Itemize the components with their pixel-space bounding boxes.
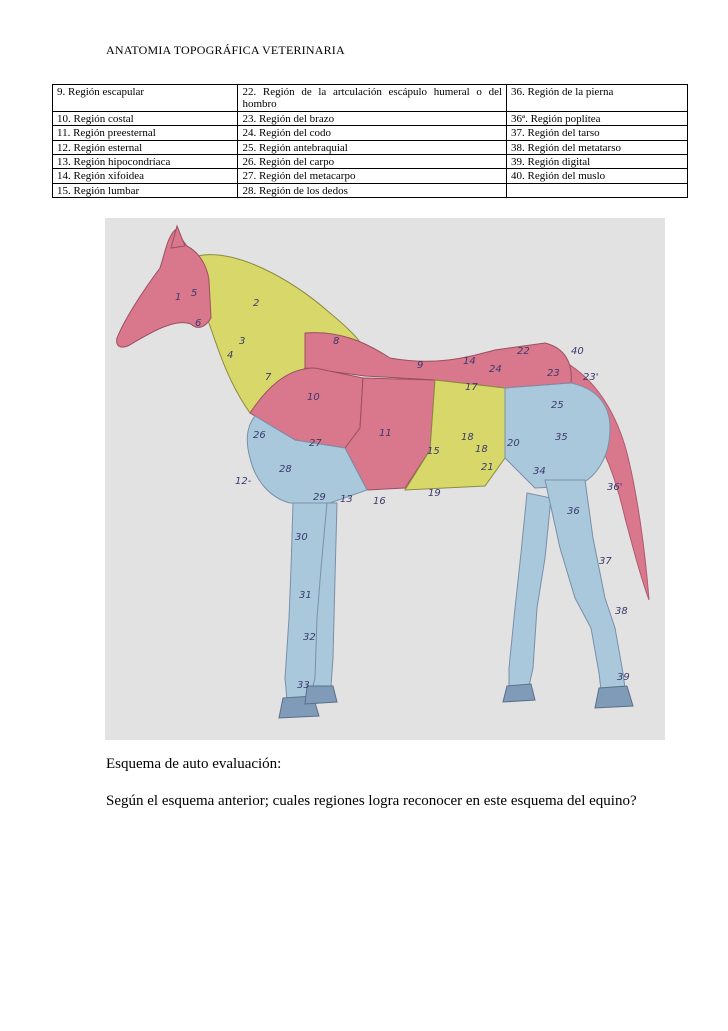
page-header: ANATOMIA TOPOGRÁFICA VETERINARIA — [106, 43, 345, 57]
region-label: 16 — [373, 496, 386, 507]
table-cell: 12. Región esternal — [53, 140, 238, 154]
table-cell: 38. Región del metatarso — [507, 140, 688, 154]
table-cell: 22. Región de la artculación escápulo humeral o del hombro — [238, 85, 507, 112]
table-cell: 36ª. Región poplítea — [507, 111, 688, 125]
region-label: 29 — [313, 492, 326, 503]
region-label: 15 — [427, 446, 440, 457]
region-label: 9 — [417, 360, 424, 371]
region-label: 30 — [295, 532, 308, 543]
region-label: 25 — [551, 400, 564, 411]
region-label: 38 — [615, 606, 628, 617]
self-evaluation-caption: Esquema de auto evaluación: — [106, 756, 282, 772]
region-label: 10 — [307, 392, 320, 403]
region-label: 21 — [481, 462, 494, 473]
table-row — [53, 111, 688, 125]
region-label: 13 — [340, 494, 353, 505]
table-cell: 26. Región del carpo — [238, 155, 507, 169]
region-label: 37 — [599, 556, 612, 567]
region-label: 14 — [463, 356, 476, 367]
table-cell: 24. Región del codo — [238, 126, 507, 140]
table-cell: 14. Región xifoidea — [53, 169, 238, 183]
region-label: 26 — [253, 430, 266, 441]
far-hind-hoof — [503, 684, 535, 702]
table-row — [53, 155, 688, 169]
region-label: 39 — [617, 672, 630, 683]
near-hind-hoof — [595, 686, 633, 708]
table-cell: 25. Región antebraquial — [238, 140, 507, 154]
far-fore-hoof — [305, 686, 337, 704]
region-label: 1 — [175, 292, 182, 303]
table-cell: 27. Región del metacarpo — [238, 169, 507, 183]
region-label: 24 — [489, 364, 502, 375]
region-label: 19 — [428, 488, 441, 499]
region-label: 28 — [279, 464, 292, 475]
region-label: 18 — [461, 432, 474, 443]
table-cell: 11. Región preesternal — [53, 126, 238, 140]
table-cell: 40. Región del muslo — [507, 169, 688, 183]
table-cell: 13. Región hipocondríaca — [53, 155, 238, 169]
table-row — [53, 183, 688, 197]
region-label: 12- — [235, 476, 252, 487]
region-label: 32 — [303, 632, 316, 643]
table-cell: 28. Región de los dedos — [238, 183, 507, 197]
table-cell: 37. Región del tarso — [507, 126, 688, 140]
region-label: 40 — [571, 346, 584, 357]
table-cell: 10. Región costal — [53, 111, 238, 125]
table-cell — [507, 183, 688, 197]
region-label: 11 — [379, 428, 392, 439]
region-label: 3 — [239, 336, 246, 347]
region-label: 8 — [333, 336, 340, 347]
region-label: 36 — [567, 506, 580, 517]
region-label: 20 — [507, 438, 520, 449]
table-row — [53, 126, 688, 140]
region-label: 33 — [297, 680, 310, 691]
region-label: 27 — [309, 438, 322, 449]
region-label: 2 — [253, 298, 260, 309]
table-cell: 36. Región de la pierna — [507, 85, 688, 112]
region-label: 5 — [191, 288, 198, 299]
table-cell: 9. Región escapular — [53, 85, 238, 112]
table-cell: 39. Región digital — [507, 155, 688, 169]
region-label: 36' — [607, 482, 623, 493]
region-label: 17 — [465, 382, 478, 393]
table-row — [53, 140, 688, 154]
table-cell: 23. Región del brazo — [238, 111, 507, 125]
regions-table — [52, 84, 688, 198]
region-label: 31 — [299, 590, 312, 601]
table-cell: 15. Región lumbar — [53, 183, 238, 197]
region-label: 22 — [517, 346, 530, 357]
region-label: 18 — [475, 444, 488, 455]
region-label: 7 — [265, 372, 272, 383]
self-evaluation-question: Según el esquema anterior; cuales regiones logra reconocer en este esquema del equino? — [106, 793, 637, 809]
region-label: 34 — [533, 466, 546, 477]
region-label: 23' — [583, 372, 599, 383]
region-label: 6 — [195, 318, 202, 329]
table-row — [53, 169, 688, 183]
region-label: 35 — [555, 432, 568, 443]
horse-regions-figure — [105, 218, 665, 740]
table-row — [53, 85, 688, 112]
region-label: 23 — [547, 368, 560, 379]
region-label: 4 — [227, 350, 234, 361]
